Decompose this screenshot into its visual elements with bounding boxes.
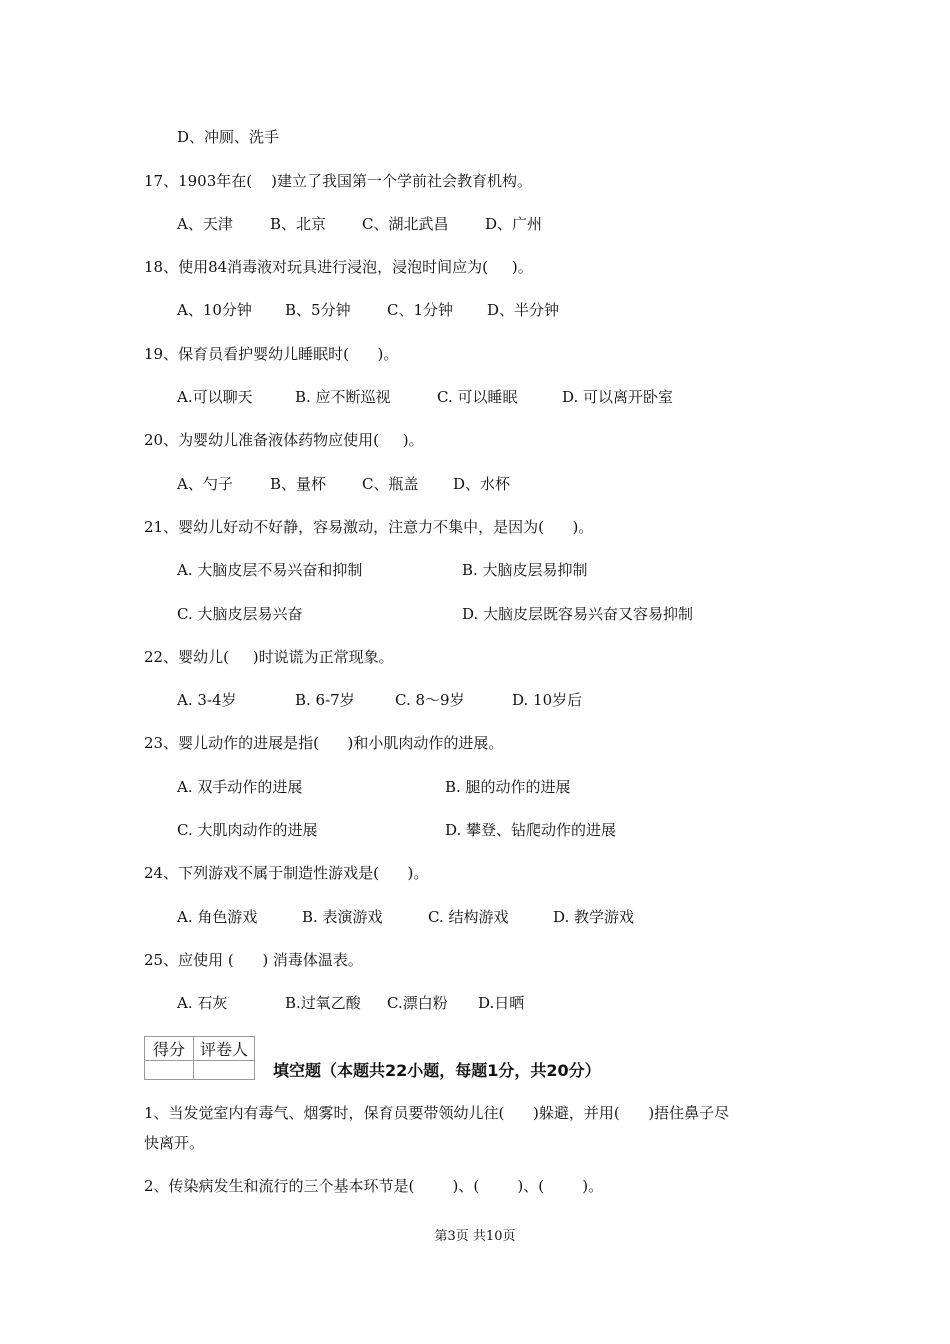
fill2-stem: 2、传染病发生和流行的三个基本环节是( )、( )、( )。 bbox=[144, 1177, 604, 1195]
q21-option-c: C. 大脑皮层易兴奋 bbox=[177, 605, 303, 623]
q25-option-d: D.日晒 bbox=[478, 994, 525, 1012]
grader-cell bbox=[194, 1061, 255, 1080]
fill1-line1: 1、当发觉室内有毒气、烟雾时，保育员要带领幼儿往( )躲避，并用( )捂住鼻子尽 bbox=[144, 1104, 730, 1122]
q24-option-b: B. 表演游戏 bbox=[302, 908, 383, 926]
q25-stem: 25、应使用 ( ) 消毒体温表。 bbox=[144, 951, 363, 969]
score-box bbox=[144, 1036, 255, 1080]
q17-option-a: A、天津 bbox=[177, 215, 233, 233]
q16-option-d: D、冲厕、洗手 bbox=[177, 128, 280, 146]
grader-header: 评卷人 bbox=[194, 1037, 255, 1061]
q17-option-d: D、广州 bbox=[485, 215, 543, 233]
q17-option-b: B、北京 bbox=[270, 215, 327, 233]
q19-stem: 19、保育员看护婴幼儿睡眠时( )。 bbox=[144, 345, 399, 363]
q20-option-c: C、瓶盖 bbox=[362, 475, 419, 493]
q22-option-c: C. 8～9岁 bbox=[395, 691, 465, 709]
q23-option-c: C. 大肌肉动作的进展 bbox=[177, 821, 318, 839]
q23-option-b: B. 腿的动作的进展 bbox=[445, 778, 571, 796]
q17-option-c: C、湖北武昌 bbox=[362, 215, 449, 233]
q22-stem: 22、婴幼儿( )时说谎为正常现象。 bbox=[144, 648, 394, 666]
q18-option-d: D、半分钟 bbox=[487, 301, 560, 319]
score-header: 得分 bbox=[145, 1037, 194, 1061]
q23-option-a: A. 双手动作的进展 bbox=[177, 778, 303, 796]
q19-option-a: A.可以聊天 bbox=[177, 388, 253, 406]
q20-option-b: B、量杯 bbox=[270, 475, 327, 493]
score-cell bbox=[145, 1061, 194, 1080]
fill1-line2: 快离开。 bbox=[144, 1134, 205, 1152]
q21-option-a: A. 大脑皮层不易兴奋和抑制 bbox=[177, 561, 363, 579]
q17-stem: 17、1903年在( )建立了我国第一个学前社会教育机构。 bbox=[144, 172, 533, 190]
q22-option-a: A. 3-4岁 bbox=[177, 691, 237, 709]
q20-option-a: A、勺子 bbox=[177, 475, 233, 493]
q23-option-d: D. 攀登、钻爬动作的进展 bbox=[445, 821, 617, 839]
q19-option-d: D. 可以离开卧室 bbox=[562, 388, 674, 406]
q19-option-b: B. 应不断巡视 bbox=[295, 388, 391, 406]
q24-stem: 24、下列游戏不属于制造性游戏是( )。 bbox=[144, 864, 429, 882]
q23-stem: 23、婴儿动作的进展是指( )和小肌肉动作的进展。 bbox=[144, 734, 504, 752]
q22-option-d: D. 10岁后 bbox=[512, 691, 583, 709]
q22-option-b: B. 6-7岁 bbox=[295, 691, 355, 709]
q19-option-c: C. 可以睡眠 bbox=[437, 388, 518, 406]
q24-option-a: A. 角色游戏 bbox=[177, 908, 258, 926]
q25-option-a: A. 石灰 bbox=[177, 994, 228, 1012]
q20-option-d: D、水杯 bbox=[453, 475, 511, 493]
q21-stem: 21、婴幼儿好动不好静，容易激动，注意力不集中，是因为( )。 bbox=[144, 518, 594, 536]
q24-option-d: D. 教学游戏 bbox=[553, 908, 635, 926]
section-title: 填空题（本题共22小题，每题1分，共20分） bbox=[273, 1061, 601, 1080]
q21-option-b: B. 大脑皮层易抑制 bbox=[462, 561, 588, 579]
q18-option-a: A、10分钟 bbox=[177, 301, 252, 319]
q18-option-b: B、5分钟 bbox=[285, 301, 351, 319]
q25-option-c: C.漂白粉 bbox=[387, 994, 448, 1012]
q20-stem: 20、为婴幼儿准备液体药物应使用( )。 bbox=[144, 431, 424, 449]
q24-option-c: C. 结构游戏 bbox=[428, 908, 509, 926]
q18-option-c: C、1分钟 bbox=[387, 301, 454, 319]
page-footer: 第3页 共10页 bbox=[434, 1229, 516, 1244]
q25-option-b: B.过氧乙酸 bbox=[285, 994, 361, 1012]
q21-option-d: D. 大脑皮层既容易兴奋又容易抑制 bbox=[462, 605, 694, 623]
q18-stem: 18、使用84消毒液对玩具进行浸泡，浸泡时间应为( )。 bbox=[144, 258, 533, 276]
